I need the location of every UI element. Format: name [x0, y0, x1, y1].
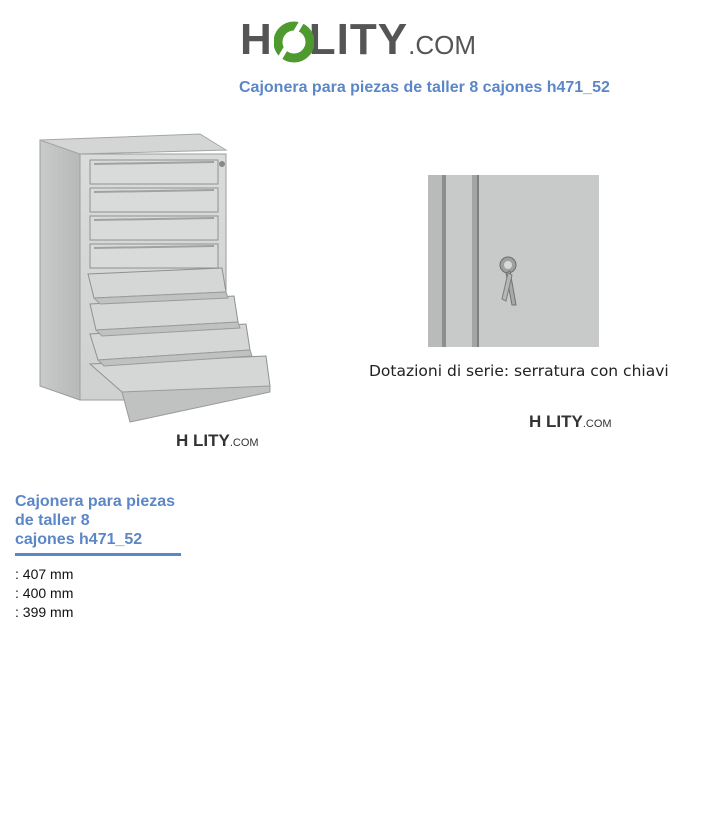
- logo-o-icon: [274, 14, 314, 64]
- logo-suffix: .COM: [408, 30, 476, 60]
- divider: [15, 553, 181, 556]
- watermark-logo: H LITY.COM: [176, 431, 259, 450]
- lock-caption: Dotazioni di serie: serratura con chiavi: [369, 362, 669, 380]
- holity-logo: [240, 10, 485, 70]
- dimensions-list: [15, 565, 73, 622]
- watermark-logo: H LITY.COM: [529, 412, 612, 431]
- page-title: Cajonera para piezas de taller 8 cajones h471_52: [239, 79, 610, 96]
- logo-h: H: [240, 15, 273, 64]
- product-title: [15, 492, 195, 549]
- product-title-line: cajones h471_52: [15, 531, 143, 548]
- product-title-line: Cajonera para piezas: [15, 493, 176, 510]
- dimension-item: : 407 mm: [15, 566, 74, 582]
- product-title-line: de taller 8: [15, 512, 90, 529]
- lock-detail-image: [428, 175, 599, 347]
- dimension-item: : 400 mm: [15, 585, 74, 601]
- logo-lity: LITY: [308, 15, 409, 64]
- dimension-item: : 399 mm: [15, 604, 74, 620]
- drawer-cabinet-image: [30, 128, 280, 423]
